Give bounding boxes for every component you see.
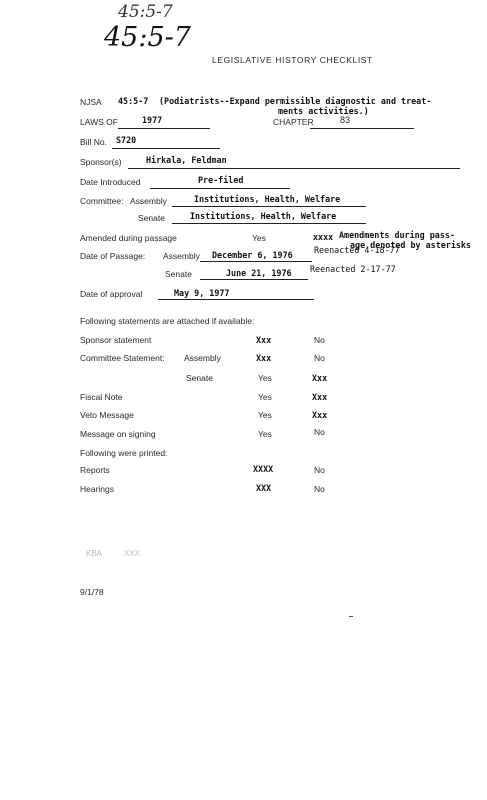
attached-heading: Following statements are attached if available: <box>80 316 255 326</box>
amended-note-line1: Amendments during pass- <box>339 230 455 240</box>
attached-row-yes: Xxx <box>256 335 272 345</box>
chapter-underline <box>310 127 414 129</box>
attached-row-label: Fiscal Note <box>80 392 123 402</box>
amended-label: Amended during passage <box>80 233 177 243</box>
faint-stamp-left: KBA <box>86 549 103 558</box>
passage-assembly-label: Assembly <box>163 251 200 261</box>
attached-row-label: Message on signing <box>80 429 156 439</box>
approval-value: May 9, 1977 <box>174 288 230 298</box>
passage-senate-value: June 21, 1976 <box>226 268 292 278</box>
passage-senate-underline <box>200 278 308 280</box>
committee-senate-underline <box>172 222 366 224</box>
attached-row-no: Xxx <box>312 373 328 383</box>
attached-row-no: Xxx <box>312 410 328 420</box>
sponsor-label: Sponsor(s) <box>80 157 122 167</box>
passage-label: Date of Passage: <box>80 251 146 261</box>
bill-no-label: Bill No. <box>80 137 107 147</box>
attached-row-yes: Xxx <box>256 353 272 363</box>
printed-row-label: Reports <box>80 465 110 475</box>
amended-note-line2: age denoted by asterisks <box>350 240 472 250</box>
attached-row-yes: Yes <box>258 429 272 439</box>
laws-of-label: LAWS OF <box>80 117 118 127</box>
committee-assembly-label: Assembly <box>130 196 167 206</box>
committee-assembly-underline <box>172 205 366 207</box>
attached-row-yes: Yes <box>258 373 272 383</box>
document-title: LEGISLATIVE HISTORY CHECKLIST <box>212 55 373 65</box>
speck-mark <box>349 616 353 617</box>
njsa-value: 45:5-7 <box>118 96 149 106</box>
passage-senate-label: Senate <box>165 269 192 279</box>
passage-assembly-underline <box>200 260 312 262</box>
attached-row-no: Xxx <box>312 392 328 402</box>
printed-row-yes: XXX <box>256 483 272 493</box>
laws-of-underline <box>118 127 210 129</box>
attached-row-sublabel: Assembly <box>184 353 221 363</box>
handwritten-main-number: 45:5-7 <box>104 22 191 53</box>
attached-row-yes: Yes <box>258 410 272 420</box>
committee-senate-label: Senate <box>138 213 165 223</box>
printed-row-yes: XXXX <box>253 464 274 474</box>
printed-row-no: No <box>314 465 325 475</box>
handwritten-top-number: 45:5-7 <box>118 2 173 22</box>
attached-row-no: No <box>314 335 325 345</box>
date-introduced-underline <box>150 187 290 189</box>
passage-assembly-value: December 6, 1976 <box>212 250 293 260</box>
bill-no-underline <box>112 147 220 149</box>
committee-label: Committee: <box>80 196 124 206</box>
approval-label: Date of approval <box>80 289 143 299</box>
approval-underline <box>158 298 314 300</box>
footer-date: 9/1/78 <box>80 587 104 597</box>
njsa-description-line1: (Podiatrists--Expand permissible diagnostic and treat- <box>159 96 432 106</box>
sponsor-value: Hirkala, Feldman <box>146 155 227 165</box>
njsa-label: NJSA <box>80 97 102 107</box>
sponsor-underline <box>128 167 460 169</box>
attached-row-no: No <box>314 353 325 363</box>
reenacted-second: Reenacted 2-17-77 <box>310 264 396 274</box>
committee-assembly-value: Institutions, Health, Welfare <box>194 194 341 204</box>
date-introduced-value: Pre-filed <box>198 175 244 185</box>
attached-row-sublabel: Senate <box>186 373 213 383</box>
chapter-label: CHAPTER <box>273 117 314 127</box>
printed-heading: Following were printed: <box>80 448 168 458</box>
laws-of-value: 1977 <box>142 115 163 125</box>
bill-no-value: S720 <box>116 135 137 145</box>
printed-row-no: No <box>314 484 325 494</box>
amended-strike: xxxx <box>313 232 334 242</box>
faint-stamp-right: XXX <box>124 549 141 558</box>
chapter-value: 83 <box>340 115 351 125</box>
attached-row-label: Committee Statement: <box>80 353 165 363</box>
printed-row-label: Hearings <box>80 484 115 494</box>
attached-row-label: Veto Message <box>80 410 134 420</box>
date-introduced-label: Date Introduced <box>80 177 141 187</box>
njsa-description-line2: ments activities.) <box>278 106 369 116</box>
committee-senate-value: Institutions, Health, Welfare <box>190 211 337 221</box>
amended-yes: Yes <box>252 233 266 243</box>
reenacted-first: Reenacted 4-18-77 <box>314 245 400 255</box>
attached-row-no: No <box>314 427 325 437</box>
attached-row-yes: Yes <box>258 392 272 402</box>
attached-row-label: Sponsor statement <box>80 335 152 345</box>
